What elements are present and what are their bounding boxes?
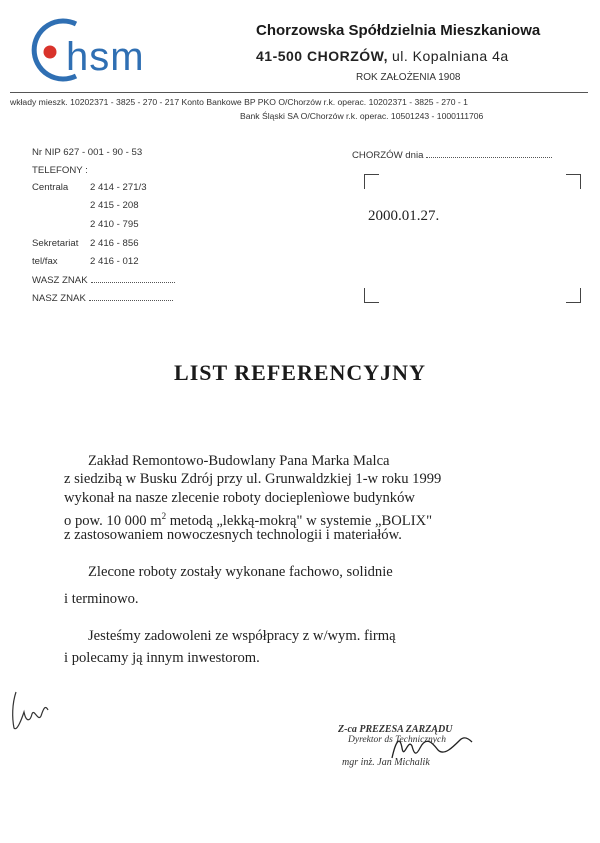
- address-corner-top-right: [566, 174, 581, 189]
- telfax-number: 2 416 - 012: [90, 256, 139, 267]
- nip-number: Nr NIP 627 - 001 - 90 - 53: [32, 147, 143, 158]
- nasz-znak-dotted-line: [89, 292, 173, 301]
- city-date-field: [352, 149, 552, 161]
- wasz-znak-label: WASZ ZNAK: [32, 275, 88, 286]
- body-p2-line-1: Zlecone roboty zostały wykonane fachowo, solidnie: [88, 564, 393, 580]
- company-logo: [26, 14, 196, 84]
- phone-telfax: [32, 256, 192, 267]
- body-p1-line-1: Zakład Remontowo-Budowlany Pana Marka Malca: [88, 453, 390, 469]
- body-p3-line-2: i polecamy ją innym inwestorom.: [64, 650, 260, 666]
- centrala-number-1: 2 414 - 271/3: [90, 182, 147, 193]
- phone-centrala: [32, 182, 192, 193]
- method-text: metodą „lekką-mokrą" w systemie „BOLIX": [166, 512, 433, 529]
- body-p1-line-5: z zastosowaniem nowoczesnych technologii i materiałów.: [64, 527, 402, 543]
- postal-city: 41-500 CHORZÓW,: [256, 48, 388, 64]
- document-title: LIST REFERENCYJNY: [174, 360, 426, 385]
- wasz-znak-field: [32, 274, 175, 286]
- initials-signature: [8, 688, 54, 734]
- sekretariat-label: Sekretariat: [32, 238, 79, 249]
- bank-accounts-line-1: wkłady mieszk. 10202371 - 3825 - 270 - 217 Konto Bankowe BP PKO O/Chorzów r.k. operac. 10202371 - 3825 - 270 - 1: [10, 97, 468, 107]
- nasz-znak-field: [32, 292, 173, 304]
- founded-year: ROK ZAŁOŻENIA 1908: [356, 72, 461, 83]
- signatory-role: Dyrektor ds Technicznych: [348, 735, 446, 745]
- bank-accounts-line-2: Bank Śląski SA O/Chorzów r.k. operac. 10501243 - 1000111706: [240, 111, 484, 121]
- wasz-znak-dotted-line: [91, 274, 175, 283]
- header-divider: [10, 92, 588, 93]
- body-p2-line-2: i terminowo.: [64, 591, 139, 607]
- phone-sekretariat: [32, 238, 192, 249]
- city-date-label: CHORZÓW dnia: [352, 150, 424, 161]
- body-p1-line-2: z siedzibą w Busku Zdrój przy ul. Grunwaldzkiej 1-w roku 1999: [64, 471, 442, 487]
- nasz-znak-label: NASZ ZNAK: [32, 293, 86, 304]
- date-dotted-line: [426, 149, 552, 158]
- sekretariat-number: 2 416 - 856: [90, 238, 139, 249]
- logo-letters: hsm: [66, 35, 145, 79]
- street-address: ul. Kopalniana 4a: [391, 48, 509, 64]
- phones-label: TELEFONY :: [32, 165, 88, 176]
- centrala-number-3: 2 410 - 795: [90, 219, 139, 230]
- telfax-label: tel/fax: [32, 256, 58, 267]
- address-corner-bottom-right: [566, 288, 581, 303]
- centrala-number-2: 2 415 - 208: [90, 200, 139, 211]
- document-date: 2000.01.27.: [368, 208, 440, 224]
- area-text: o pow. 10 000 m: [64, 512, 162, 529]
- body-p1-line-3: wykonał na nasze zlecenie roboty docieplenìowe budynków: [64, 490, 415, 506]
- address-corner-top-left: [364, 174, 379, 189]
- company-address: [256, 48, 509, 64]
- handwritten-signature: [380, 728, 480, 768]
- body-p3-line-1: Jesteśmy zadowoleni ze współpracy z w/wym. firmą: [88, 628, 396, 644]
- signatory-name: mgr inż. Jan Michalik: [342, 757, 430, 768]
- logo-red-dot: [44, 46, 57, 59]
- address-corner-bottom-left: [364, 288, 379, 303]
- area-superscript: 2: [161, 511, 167, 521]
- company-name: Chorzowska Spółdzielnia Mieszkaniowa: [256, 22, 541, 39]
- centrala-label: Centrala: [32, 182, 69, 193]
- signatory-position: Z-ca PREZESA ZARZĄDU: [338, 724, 453, 735]
